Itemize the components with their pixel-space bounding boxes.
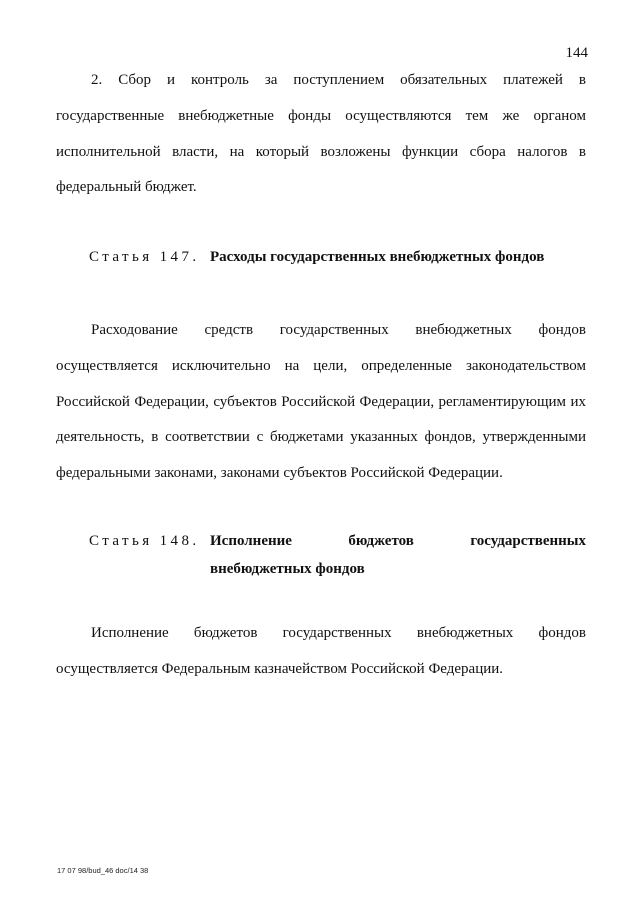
paragraph-collection-control: 2. Сбор и контроль за поступлением обязательных платежей в государственные внебюджетные фонды осуществляются тем же органом исполнительной власти, на который возложены функции сбора налогов в федеральный бюджет.	[56, 72, 586, 196]
article-148-title-line1: Исполнение бюджетов государственных	[210, 533, 586, 549]
article-147-title: Расходы государственных внебюджетных фондов	[210, 249, 545, 265]
article-148-label: Статья 148.	[89, 533, 200, 549]
article-148-title-line2: внебюджетных фондов	[210, 561, 365, 577]
paragraph-budget-execution: Исполнение бюджетов государственных внебюджетных фондов осуществляется Федеральным казначейством Российской Федерации.	[56, 625, 586, 677]
article-148-title	[210, 527, 586, 583]
paragraph-fund-expenditure: Расходование средств государственных внебюджетных фондов осуществляется исключительно на цели, определенные законодательством Российской Федерации, субъектов Российской Федерации, регламентирующим их деятельность, в соответствии с бюджетами указанных фондов, утвержденными федеральными законами, законами субъектов Российской Федерации.	[56, 322, 586, 482]
article-147-label: Статья 147.	[89, 249, 200, 265]
page-number: 144	[565, 45, 588, 61]
footer-document-code: 17 07 98/bud_46 doc/14 38	[57, 866, 149, 875]
